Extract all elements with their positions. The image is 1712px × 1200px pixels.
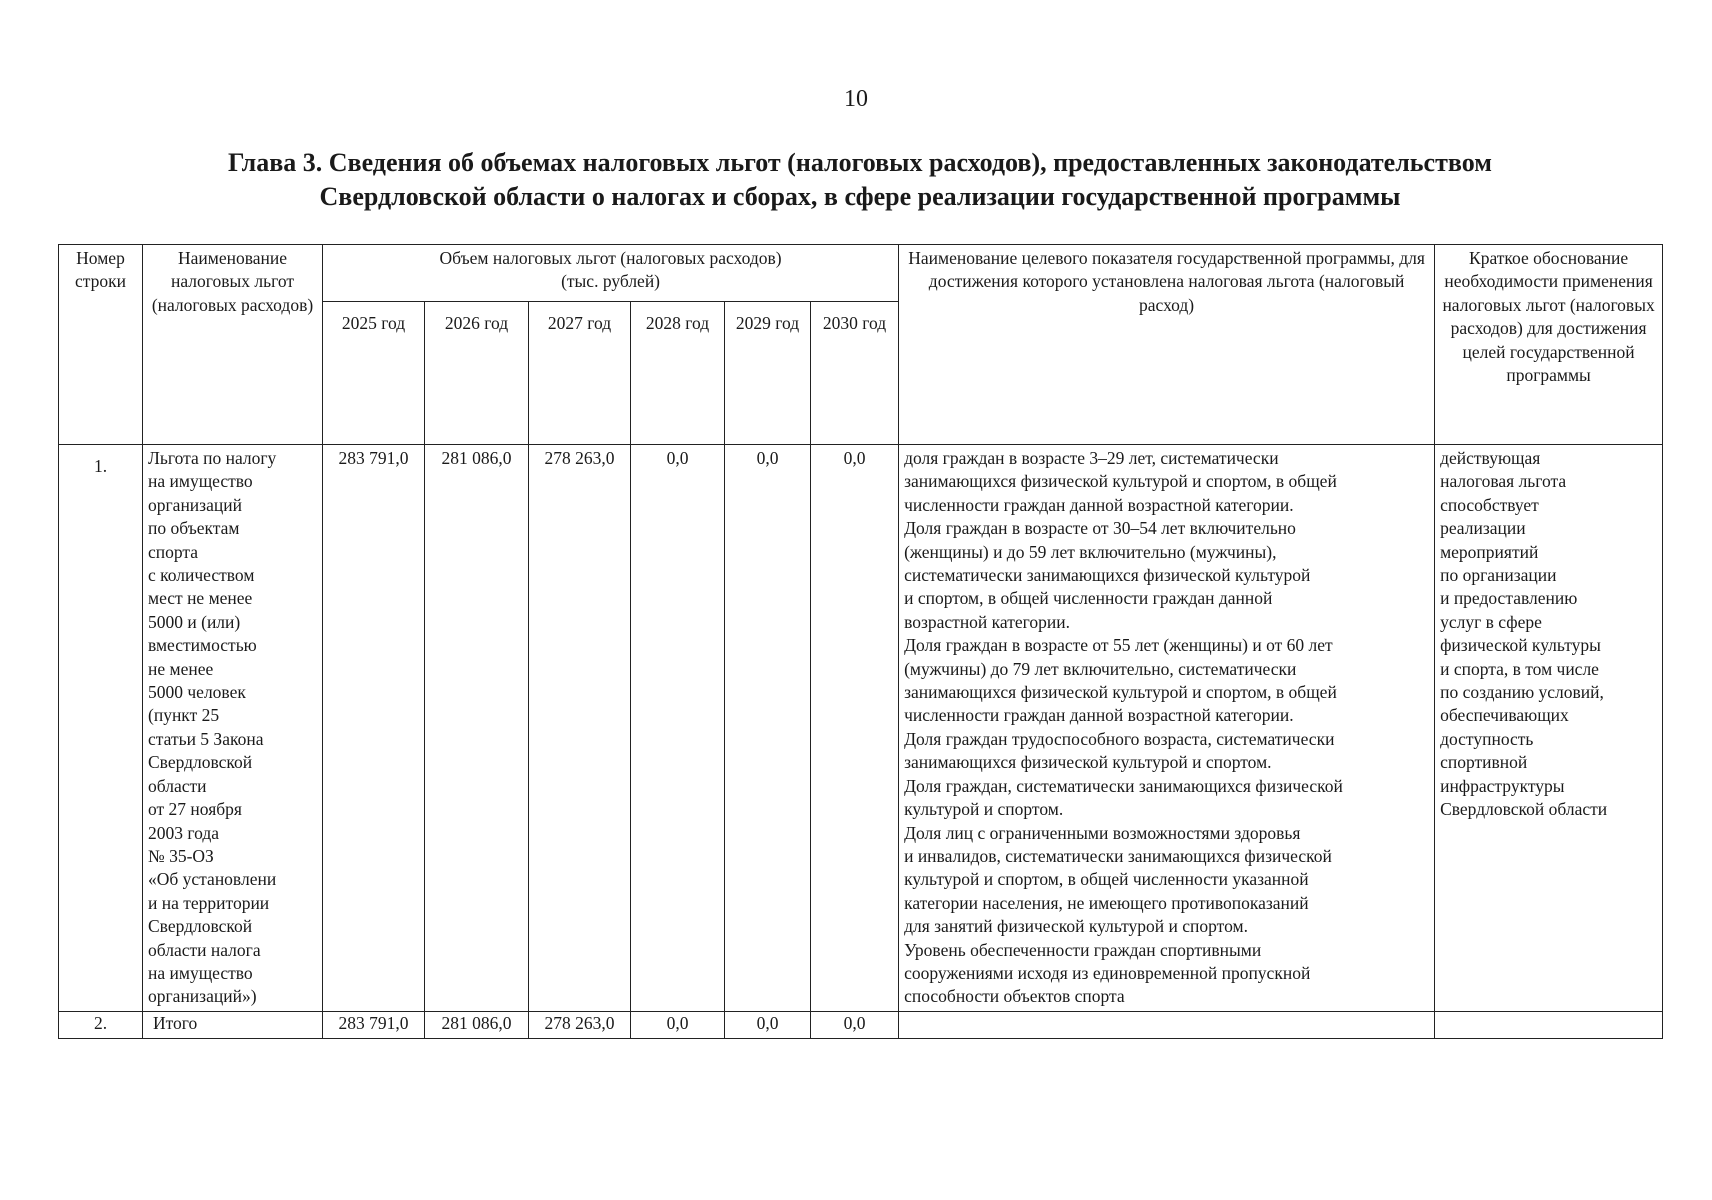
indicator-line: культурой и спортом. [904, 799, 1064, 820]
chapter-title [60, 146, 1660, 214]
justification-line: способствует [1440, 494, 1539, 515]
header-year-2029: 2029 год [725, 302, 811, 445]
benefit-name-line: (пункт 25 [148, 705, 220, 726]
header-year-2028: 2028 год [631, 302, 725, 445]
header-year-2030: 2030 год [811, 302, 899, 445]
indicator-line: (женщины) и до 59 лет включительно (мужчины), [904, 541, 1277, 562]
benefit-name-line: по объектам [148, 518, 240, 539]
header-volume-line-2: (тыс. рублей) [561, 271, 661, 292]
header-row-number: Номер строки [59, 245, 143, 445]
total-2028: 0,0 [631, 1011, 725, 1038]
benefit-name-line: не менее [148, 658, 214, 679]
indicator-line: занимающихся физической культурой и спортом, в общей [904, 471, 1337, 492]
indicator-line: Уровень обеспеченности граждан спортивными [904, 939, 1262, 960]
benefit-name-line: мест не менее [148, 588, 253, 609]
chapter-title-line-2: Свердловской области о налогах и сборах, в сфере реализации государственной программы [319, 182, 1401, 211]
row-number: 1. [59, 445, 143, 1012]
indicator-line: Доля граждан трудоспособного возраста, систематически [904, 728, 1335, 749]
chapter-title-line-1: Глава 3. Сведения об объемах налоговых льгот (налоговых расходов), предоставленных законодательством [228, 148, 1492, 177]
table-row [59, 445, 1663, 1012]
benefit-name-line: «Об установлени [148, 869, 277, 890]
justification-cell [1435, 445, 1663, 1012]
total-2029: 0,0 [725, 1011, 811, 1038]
benefit-name-line: с количеством [148, 565, 255, 586]
indicator-line: систематически занимающихся физической культурой [904, 565, 1311, 586]
justification-line: услуг в сфере [1440, 611, 1542, 632]
benefit-name-line: и на территории [148, 892, 270, 913]
justification-line: физической культуры [1440, 635, 1601, 656]
justification-line: по созданию условий, [1440, 682, 1604, 703]
indicator-line: доля граждан в возрасте 3–29 лет, систематически [904, 448, 1279, 468]
total-indicator-empty [899, 1011, 1435, 1038]
justification-line: доступность [1440, 728, 1534, 749]
indicator-line: способности объектов спорта [904, 986, 1125, 1007]
header-row [59, 245, 1663, 302]
justification-line: мероприятий [1440, 541, 1539, 562]
header-year-2025: 2025 год [323, 302, 425, 445]
benefit-name-line: от 27 ноября [148, 799, 242, 820]
header-justification: Краткое обоснование необходимости применения налоговых льгот (налоговых расходов) для достижения целей государственной программы [1435, 245, 1663, 445]
indicator-line: сооружениями исходя из единовременной пропускной [904, 962, 1311, 983]
total-justification-empty [1435, 1011, 1663, 1038]
justification-line: реализации [1440, 518, 1526, 539]
total-2027: 278 263,0 [529, 1011, 631, 1038]
indicator-line: Доля граждан, систематически занимающихся физической [904, 775, 1343, 796]
benefit-name-line: 2003 года [148, 822, 220, 843]
benefit-name-line: спорта [148, 541, 199, 562]
tax-benefits-table [58, 244, 1663, 1039]
header-indicator: Наименование целевого показателя государственной программы, для достижения которого установлена налоговая льгота (налоговый расход) [899, 245, 1435, 445]
benefit-name-line: области налога [148, 939, 261, 960]
indicator-line: категории населения, не имеющего противопоказаний [904, 892, 1309, 913]
benefit-name-cell [143, 445, 323, 1012]
indicator-line: возрастной категории. [904, 611, 1070, 632]
benefit-name-line: Льгота по налогу [148, 448, 277, 468]
benefit-name-line: организаций [148, 494, 242, 515]
justification-line: спортивной [1440, 752, 1528, 773]
value-2028: 0,0 [631, 445, 725, 1012]
justification-line: обеспечивающих [1440, 705, 1569, 726]
value-2029: 0,0 [725, 445, 811, 1012]
indicator-cell [899, 445, 1435, 1012]
row-number: 2. [59, 1011, 143, 1038]
benefit-name-line: № 35-ОЗ [148, 845, 214, 866]
header-benefit-name: Наименование налоговых льгот (налоговых расходов) [143, 245, 323, 445]
justification-line: налоговая льгота [1440, 471, 1567, 492]
indicator-line: Доля граждан в возрасте от 30–54 лет включительно [904, 518, 1296, 539]
benefit-name-line: статьи 5 Закона [148, 728, 264, 749]
justification-line: Свердловской области [1440, 799, 1608, 820]
indicator-line: и спортом, в общей численности граждан данной [904, 588, 1273, 609]
justification-line: и предоставлению [1440, 588, 1578, 609]
indicator-line: культурой и спортом, в общей численности указанной [904, 869, 1309, 890]
benefit-name-line: 5000 человек [148, 682, 246, 703]
header-year-2027: 2027 год [529, 302, 631, 445]
header-volume-line-1: Объем налоговых льгот (налоговых расходов) [439, 248, 782, 268]
value-2025: 283 791,0 [323, 445, 425, 1012]
value-2027: 278 263,0 [529, 445, 631, 1012]
benefit-name-line: организаций») [148, 986, 257, 1007]
indicator-line: и инвалидов, систематически занимающихся физической [904, 845, 1332, 866]
benefit-name-line: Свердловской [148, 752, 253, 773]
total-2025: 283 791,0 [323, 1011, 425, 1038]
indicator-line: (мужчины) до 79 лет включительно, систематически [904, 658, 1297, 679]
benefit-name-line: вместимостью [148, 635, 257, 656]
value-2030: 0,0 [811, 445, 899, 1012]
total-2030: 0,0 [811, 1011, 899, 1038]
benefit-name-line: на имущество [148, 471, 253, 492]
indicator-line: занимающихся физической культурой и спортом. [904, 752, 1272, 773]
page-number: 10 [844, 86, 868, 112]
benefit-name-line: 5000 и (или) [148, 611, 241, 632]
indicator-line: численности граждан данной возрастной категории. [904, 705, 1294, 726]
justification-line: и спорта, в том числе [1440, 658, 1599, 679]
justification-line: действующая [1440, 448, 1541, 468]
benefit-name-line: области [148, 775, 207, 796]
indicator-line: занимающихся физической культурой и спортом, в общей [904, 682, 1337, 703]
justification-line: инфраструктуры [1440, 775, 1565, 796]
total-label: Итого [143, 1011, 323, 1038]
indicator-line: Доля граждан в возрасте от 55 лет (женщины) и от 60 лет [904, 635, 1333, 656]
indicator-line: Доля лиц с ограниченными возможностями здоровья [904, 822, 1301, 843]
header-year-2026: 2026 год [425, 302, 529, 445]
benefit-name-line: на имущество [148, 962, 253, 983]
indicator-line: численности граждан данной возрастной категории. [904, 494, 1294, 515]
value-2026: 281 086,0 [425, 445, 529, 1012]
justification-line: по организации [1440, 565, 1557, 586]
indicator-line: для занятий физической культурой и спортом. [904, 916, 1248, 937]
table-row-total [59, 1011, 1663, 1038]
total-2026: 281 086,0 [425, 1011, 529, 1038]
benefit-name-line: Свердловской [148, 916, 253, 937]
header-volume [323, 245, 899, 302]
